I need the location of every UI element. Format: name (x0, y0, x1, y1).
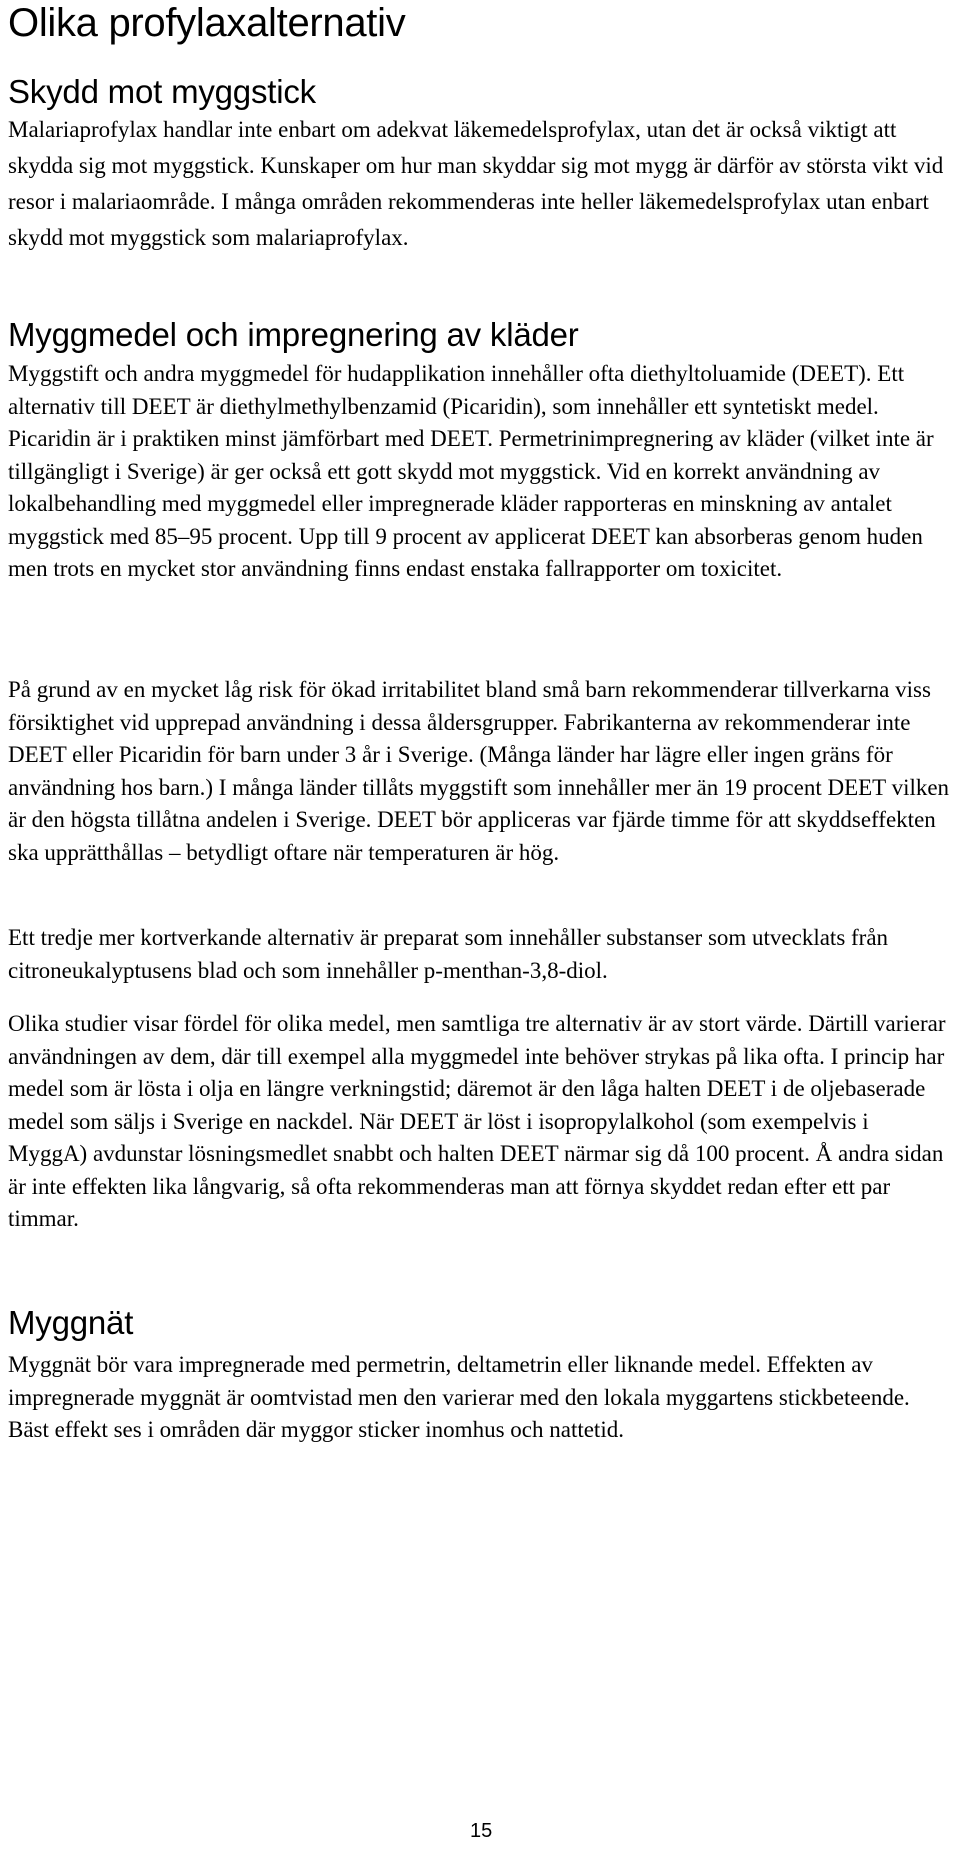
page-title: Olika profylaxalternativ (8, 1, 406, 45)
paragraph-myggmedel-4: Olika studier visar fördel för olika medel, men samtliga tre alternativ är av stort värde. Därtill varierar användningen av dem, där till exempel alla myggmedel inte behöver strykas på lika ofta. I princip har medel som är lösta i olja en längre verkningstid; däremot är den låga halten DEET i de oljebaserade medel som säljs i Sverige en nackdel. När DEET är löst i isopropylalkohol (som exempelvis i MyggA) avdunstar lösningsmedlet snabbt och halten DEET närmar sig då 100 procent. Å andra sidan är inte effekten lika långvarig, så ofta rekommenderas man att förnya skyddet redan efter ett par timmar. (8, 1011, 946, 1231)
section-heading-myggmedel: Myggmedel och impregnering av kläder (8, 316, 579, 353)
section-heading-myggnat: Myggnät (8, 1304, 134, 1341)
paragraph-skydd: Malariaprofylax handlar inte enbart om adekvat läkemedelsprofylax, utan det är också viktigt att skydda sig mot myggstick. Kunskaper om hur man skyddar sig mot mygg är därför av största vikt vid resor i malariaområde. I många områden rekommenderas inte heller läkemedelsprofylax utan enbart skydd mot myggstick som malariaprofylax. (8, 117, 944, 250)
page-number: 15 (470, 1820, 493, 1842)
paragraph-myggmedel-3: Ett tredje mer kortverkande alternativ är preparat som innehåller substanser som utvecklats från citroneukalyptusens blad och som innehåller p-menthan-3,8-diol. (8, 925, 889, 983)
paragraph-myggmedel-2: På grund av en mycket låg risk för ökad irritabilitet bland små barn rekommenderar tillverkarna viss försiktighet vid upprepad användning i dessa åldersgrupper. Fabrikanterna av rekommenderar inte DEET eller Picaridin för barn under 3 år i Sverige. (Många länder har lägre eller ingen gräns för användning hos barn.) I många länder tillåts myggstift som innehåller mer än 19 procent DEET vilken är den högsta tillåtna andelen i Sverige. DEET bör appliceras var fjärde timme för att skyddseffekten ska upprätthållas – betydligt oftare när temperaturen är hög. (8, 677, 950, 865)
paragraph-myggmedel-1: Myggstift och andra myggmedel för hudapplikation innehåller ofta diethyltoluamide (DEET). Ett alternativ till DEET är diethylmethylbenzamid (Picaridin), som innehåller ett syntetiskt medel. Picaridin är i praktiken minst jämförbart med DEET. Permetrinimpregnering av kläder (vilket inte är tillgängligt i Sverige) är ger också ett gott skydd mot myggstick. Vid en korrekt användning av lokalbehandling med myggmedel eller impregnerade kläder rapporteras en minskning av antalet myggstick med 85–95 procent. Upp till 9 procent av applicerat DEET kan absorberas genom huden men trots en mycket stor användning finns endast enstaka fallrapporter om toxicitet. (8, 361, 934, 581)
paragraph-myggnat: Myggnät bör vara impregnerade med permetrin, deltametrin eller liknande medel. Effekten av impregnerade myggnät är oomtvistad men den varierar med den lokala myggartens stickbeteende. Bäst effekt ses i områden där myggor sticker inomhus och nattetid. (8, 1352, 910, 1442)
section-heading-skydd: Skydd mot myggstick (8, 73, 316, 110)
